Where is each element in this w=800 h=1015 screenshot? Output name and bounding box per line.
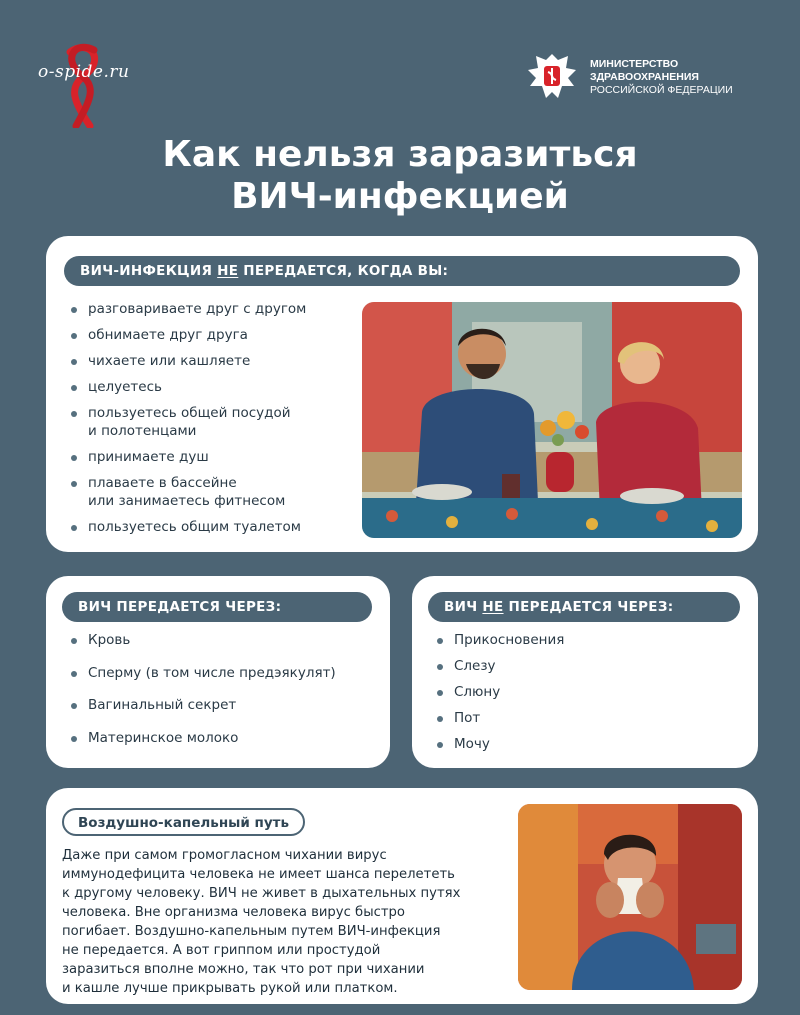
airborne-paragraph [62, 846, 502, 998]
non-transmission-list [434, 631, 744, 761]
card-not-transmitted-through [412, 576, 758, 768]
list-item: Кровь [68, 631, 378, 649]
list-item: Вагинальный секрет [68, 696, 378, 714]
card-not-transmitted-when [46, 236, 758, 552]
sneezing-man-illustration [518, 804, 742, 990]
airborne-label: Воздушно-капельный путь [62, 808, 305, 836]
logo-text: o-spide.ru [38, 62, 130, 82]
title-line-2: ВИЧ-инфекцией [231, 176, 569, 217]
list-item: Мочу [434, 735, 744, 753]
paragraph-line: не передается. А вот гриппом или простудой [62, 943, 381, 958]
paragraph-line: заразиться вполне можно, так что рот при чихании [62, 962, 425, 977]
list-item: целуетесь [68, 378, 358, 396]
header-text-a: ВИЧ [444, 599, 483, 615]
list-item: пользуетесь общим туалетом [68, 518, 358, 536]
header-text-emph: НЕ [217, 263, 239, 279]
site-logo[interactable] [38, 40, 178, 130]
title-line-1: Как нельзя заразиться [162, 134, 638, 175]
list-item: разговариваете друг с другом [68, 300, 358, 318]
ministry-logo [522, 48, 772, 108]
list-item: обнимаете друг друга [68, 326, 358, 344]
header-text-b: ПЕРЕДАЕТСЯ ЧЕРЕЗ: [503, 599, 674, 615]
paragraph-line: и кашле лучше прикрывать рукой или платком. [62, 981, 398, 996]
list-item: принимаете душ [68, 448, 358, 466]
paragraph-line: человека. Вне организма человека вирус быстро [62, 905, 405, 920]
paragraph-line: к другому человеку. ВИЧ не живет в дыхательных путях [62, 886, 461, 901]
eagle-emblem-icon [522, 48, 582, 108]
list-item: Слюну [434, 683, 744, 701]
card-transmitted-through [46, 576, 390, 768]
header-text-emph: НЕ [482, 599, 504, 615]
ministry-line-1: МИНИСТЕРСТВО [590, 58, 679, 70]
list-item: плаваете в бассейне или занимаетесь фитнесом [68, 474, 358, 510]
card-airborne [46, 788, 758, 1004]
paragraph-line: иммунодефицита человека не имеет шанса перелететь [62, 867, 455, 882]
ministry-name [590, 58, 733, 97]
page-title [0, 134, 800, 218]
paragraph-line: погибает. Воздушно-капельным путем ВИЧ-инфекция [62, 924, 441, 939]
list-item: Слезу [434, 657, 744, 675]
transmission-list [68, 631, 378, 761]
list-item: чихаете или кашляете [68, 352, 358, 370]
header-text-a: ВИЧ-ИНФЕКЦИЯ [80, 263, 218, 279]
ministry-line-3: РОССИЙСКОЙ ФЕДЕРАЦИИ [590, 84, 733, 96]
list-item: пользуетесь общей посудой и полотенцами [68, 404, 358, 440]
section-header [428, 592, 740, 622]
header-text-b: ПЕРЕДАЕТСЯ, КОГДА ВЫ: [238, 263, 449, 279]
ministry-line-2: ЗДРАВООХРАНЕНИЯ [590, 71, 699, 83]
list-item: Материнское молоко [68, 729, 378, 747]
list-item: Прикосновения [434, 631, 744, 649]
section-header: ВИЧ ПЕРЕДАЕТСЯ ЧЕРЕЗ: [62, 592, 372, 622]
list-item: Сперму (в том числе предэякулят) [68, 664, 378, 682]
paragraph-line: Даже при самом громогласном чихании вирус [62, 848, 387, 863]
activities-list [68, 300, 358, 544]
list-item: Пот [434, 709, 744, 727]
red-ribbon-icon [60, 42, 106, 128]
couple-dinner-illustration [362, 302, 742, 538]
section-header [64, 256, 740, 286]
